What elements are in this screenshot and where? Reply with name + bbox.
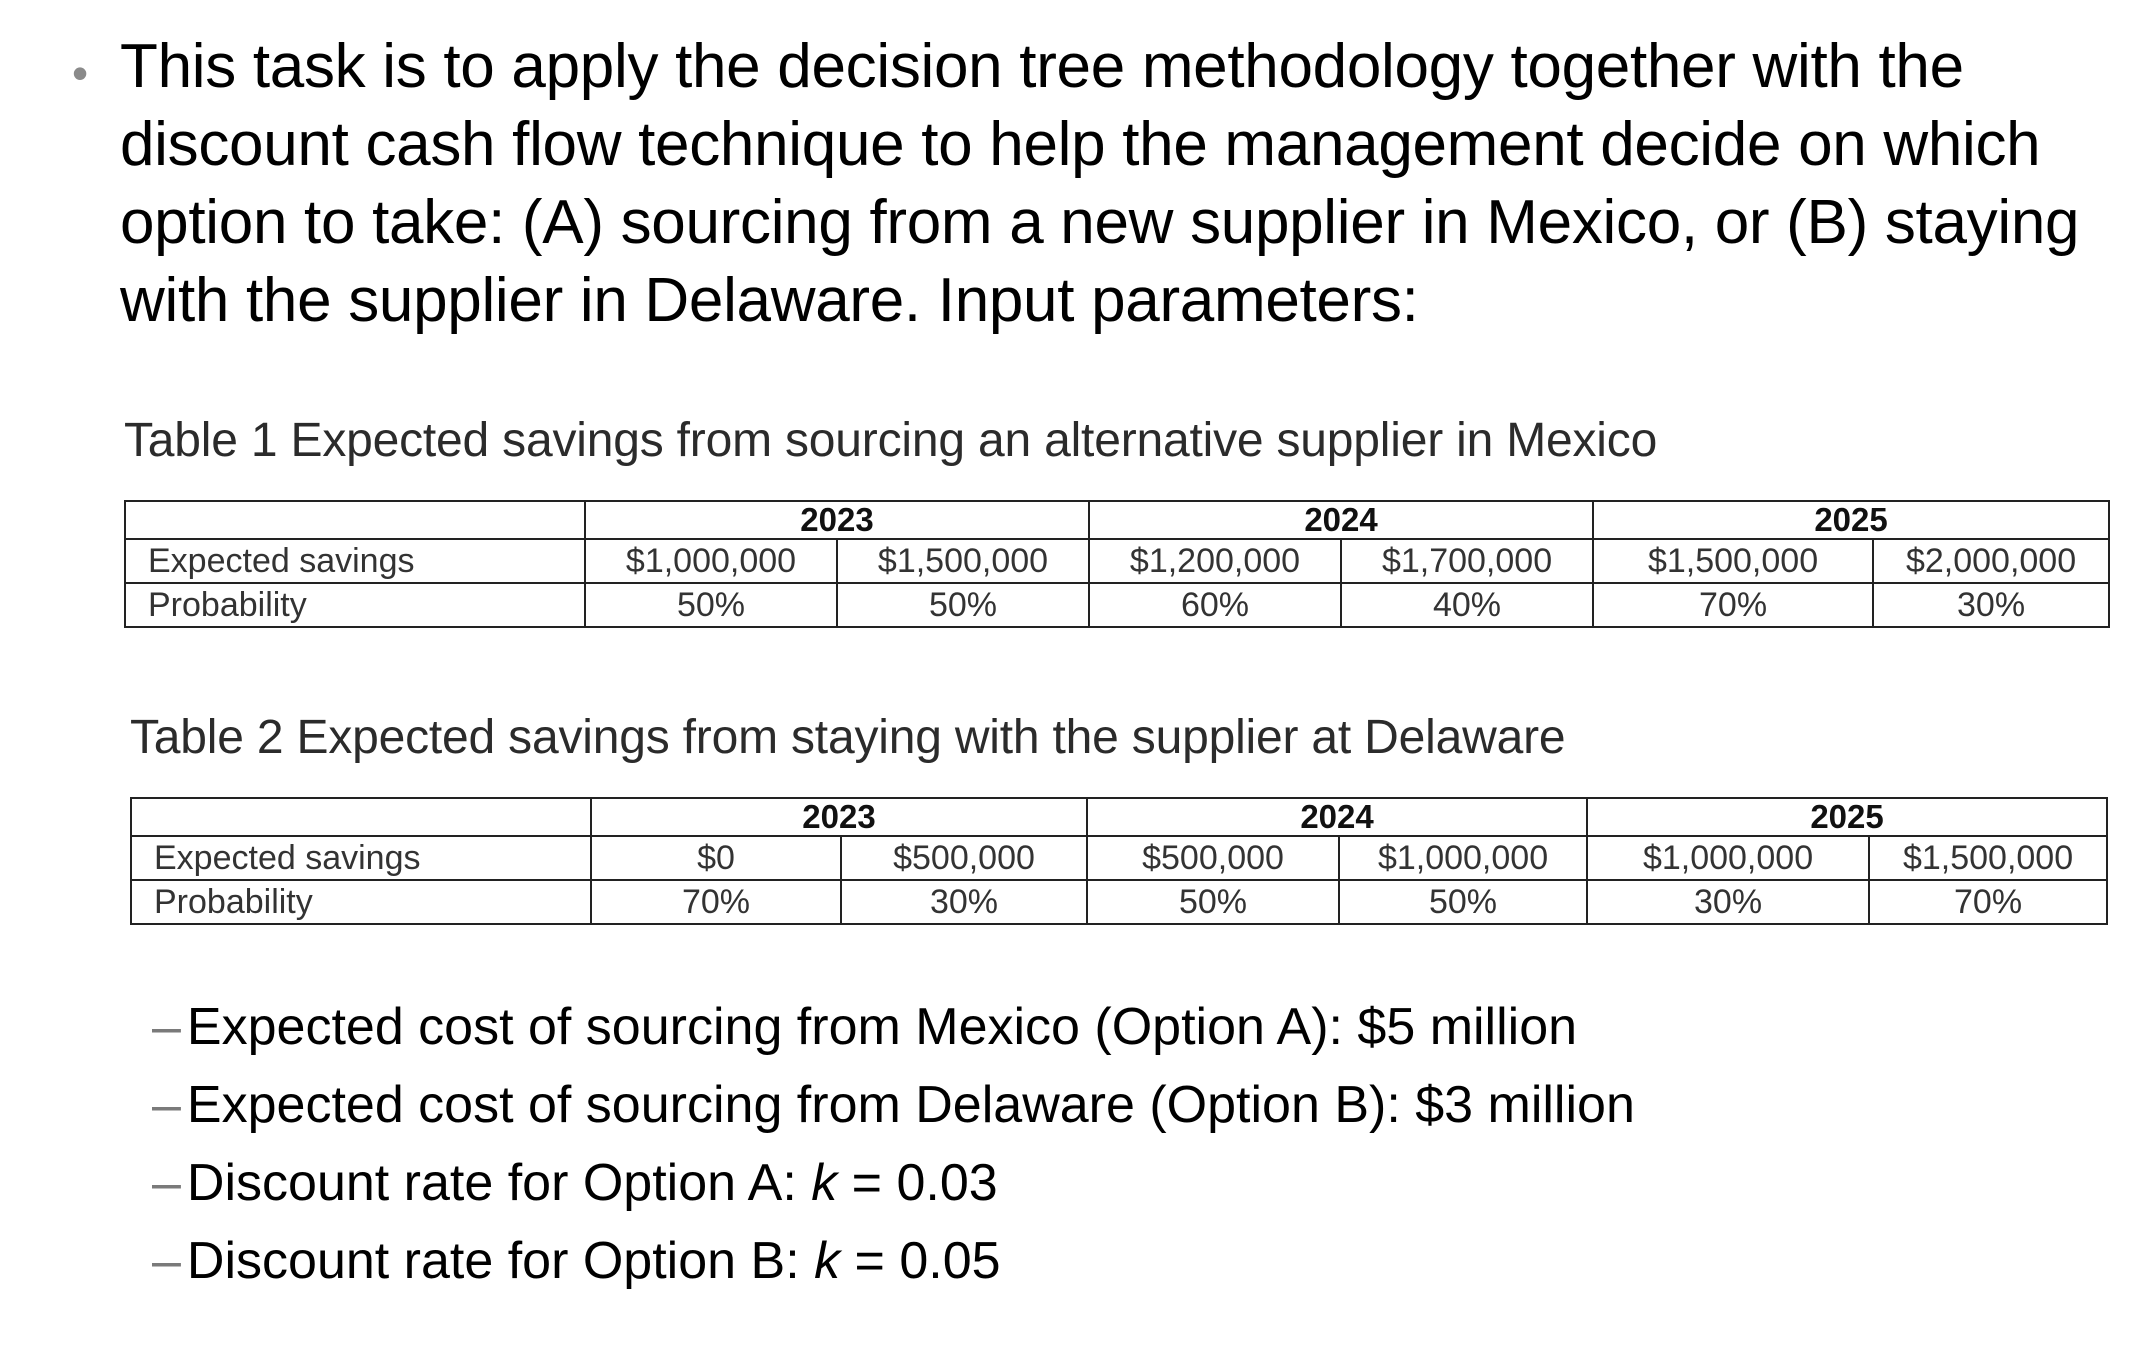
dash-icon: – xyxy=(152,1076,181,1134)
table-cell: $0 xyxy=(591,836,841,880)
year-header-2024: 2024 xyxy=(1087,798,1587,836)
table-cell: $500,000 xyxy=(1087,836,1339,880)
header-empty-cell xyxy=(125,501,585,539)
table-cell: 70% xyxy=(1869,880,2107,924)
table-cell: $500,000 xyxy=(841,836,1087,880)
param-variable: k xyxy=(814,1232,841,1290)
param-suffix: = 0.05 xyxy=(840,1232,1001,1290)
table-cell: 60% xyxy=(1089,583,1341,627)
table-cell: $1,500,000 xyxy=(1869,836,2107,880)
row-label-expected-savings: Expected savings xyxy=(131,836,591,880)
table-cell: $1,700,000 xyxy=(1341,539,1593,583)
param-suffix: = 0.03 xyxy=(837,1154,998,1212)
year-header-2024: 2024 xyxy=(1089,501,1593,539)
param-variable: k xyxy=(811,1154,838,1212)
list-item xyxy=(152,1066,1635,1144)
table-cell: 30% xyxy=(1587,880,1869,924)
dash-icon: – xyxy=(152,998,181,1056)
table-row xyxy=(125,583,2109,627)
table-cell: 50% xyxy=(1087,880,1339,924)
table-1-caption: Table 1 Expected savings from sourcing an alternative supplier in Mexico xyxy=(124,414,1658,467)
table-cell: 50% xyxy=(585,583,837,627)
year-header-2025: 2025 xyxy=(1587,798,2107,836)
table-cell: 40% xyxy=(1341,583,1593,627)
table-row xyxy=(131,880,2107,924)
table-2-caption: Table 2 Expected savings from staying with the supplier at Delaware xyxy=(130,711,1566,764)
list-item xyxy=(152,988,1635,1066)
table-cell: 50% xyxy=(837,583,1089,627)
table-header-row xyxy=(125,501,2109,539)
table-cell: $2,000,000 xyxy=(1873,539,2109,583)
bullet-icon: • xyxy=(72,47,89,99)
row-label-probability: Probability xyxy=(125,583,585,627)
param-prefix: Discount rate for Option A: xyxy=(186,1154,812,1212)
table-cell: 70% xyxy=(1593,583,1873,627)
param-text: Expected cost of sourcing from Mexico (Option A): $5 million xyxy=(186,998,1578,1056)
param-text: Expected cost of sourcing from Delaware (Option B): $3 million xyxy=(186,1076,1635,1134)
year-header-2025: 2025 xyxy=(1593,501,2109,539)
table-cell: 50% xyxy=(1339,880,1587,924)
row-label-probability: Probability xyxy=(131,880,591,924)
header-empty-cell xyxy=(131,798,591,836)
row-label-expected-savings: Expected savings xyxy=(125,539,585,583)
dash-icon: – xyxy=(152,1232,181,1290)
list-item xyxy=(152,1144,1635,1222)
table-cell: $1,000,000 xyxy=(1587,836,1869,880)
table-cell: 70% xyxy=(591,880,841,924)
table-row xyxy=(125,539,2109,583)
table-cell: 30% xyxy=(1873,583,2109,627)
table-cell: $1,000,000 xyxy=(585,539,837,583)
table-cell: $1,000,000 xyxy=(1339,836,1587,880)
table-cell: $1,500,000 xyxy=(1593,539,1873,583)
dash-icon: – xyxy=(152,1154,181,1212)
table-1-mexico-savings xyxy=(124,500,2110,628)
year-header-2023: 2023 xyxy=(591,798,1087,836)
intro-paragraph: This task is to apply the decision tree methodology together with the discount cash flow technique to help the management decide on which option to take: (A) sourcing from a new supplier in Mexico, or (B) staying with the supplier in Delaware. Input parameters: xyxy=(120,32,2080,335)
table-cell: $1,200,000 xyxy=(1089,539,1341,583)
year-header-2023: 2023 xyxy=(585,501,1089,539)
param-prefix: Discount rate for Option B: xyxy=(186,1232,815,1290)
table-header-row xyxy=(131,798,2107,836)
table-cell: $1,500,000 xyxy=(837,539,1089,583)
input-parameters-list xyxy=(152,988,1635,1300)
list-item xyxy=(152,1222,1635,1300)
table-row xyxy=(131,836,2107,880)
table-cell: 30% xyxy=(841,880,1087,924)
table-2-delaware-savings xyxy=(130,797,2108,925)
